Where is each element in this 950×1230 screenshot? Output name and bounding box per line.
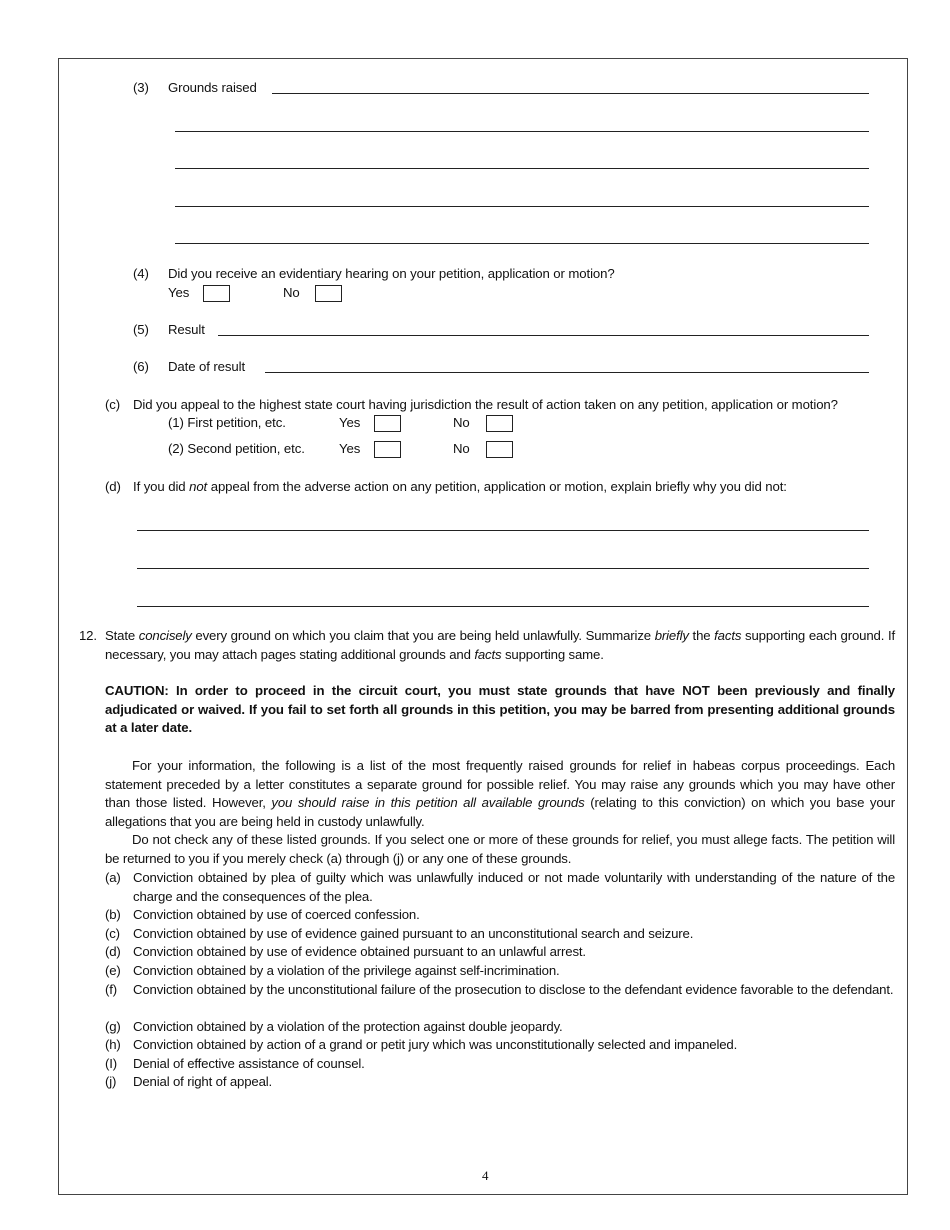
instruction-paragraph: Do not check any of these listed grounds. If you select one or more of these grounds for relief, you must allege facts. The petition will be returned to you if you merely check (a) through (j) or any one of these grounds.	[105, 832, 895, 866]
q3-answer-line-5[interactable]	[175, 243, 869, 244]
info-paragraph: For your information, the following is a list of the most frequently raised grounds for relief in habeas corpus proceedings. Each statement preceded by a letter constitutes a separate ground for possible relief. You may raise any grounds which you may have other than those listed. However, you should raise in this petition all available grounds (relating to this conviction) on which you base your allegations that you are being held in custody unlawfully.	[105, 758, 895, 829]
q3-label: Grounds raised	[168, 80, 257, 95]
ground-text: Denial of effective assistance of counsel.	[133, 1056, 365, 1071]
q4-number: (4)	[133, 266, 149, 281]
ground-text: Conviction obtained by plea of guilty which was unlawfully induced or not made voluntarily with understanding of the nature of the charge and the consequences of the plea.	[133, 870, 895, 904]
q3-answer-line-3[interactable]	[175, 168, 869, 169]
qc-second-no-checkbox[interactable]	[486, 441, 513, 458]
qd-answer-line-3[interactable]	[137, 606, 869, 607]
ground-text: Conviction obtained by a violation of the protection against double jeopardy.	[133, 1019, 563, 1034]
q3-answer-line-2[interactable]	[175, 131, 869, 132]
q6-label: Date of result	[168, 359, 246, 374]
q3-answer-line-1[interactable]	[272, 93, 869, 94]
q4-question: Did you receive an evidentiary hearing on your petition, application or motion?	[168, 266, 615, 281]
qc-first-no-checkbox[interactable]	[486, 415, 513, 432]
ground-text: Conviction obtained by action of a grand or petit jury which was unconstitutionally selected and impaneled.	[133, 1037, 738, 1052]
q5-label: Result	[168, 322, 205, 337]
q4-yes-label: Yes	[168, 285, 190, 300]
ground-text: Denial of right of appeal.	[133, 1074, 273, 1089]
qc-question: Did you appeal to the highest state court having jurisdiction the result of action taken on any petition, application or motion?	[133, 397, 838, 412]
qd-number: (d)	[105, 479, 121, 494]
qc-first-yes-label: Yes	[339, 415, 361, 430]
qc-second-petition-label: (2) Second petition, etc.	[168, 441, 305, 456]
q5-number: (5)	[133, 322, 149, 337]
qd-answer-line-1[interactable]	[137, 530, 869, 531]
qc-second-yes-checkbox[interactable]	[374, 441, 401, 458]
q6-answer-line[interactable]	[265, 372, 869, 373]
ground-letter: (j)	[105, 1074, 117, 1089]
ground-text: Conviction obtained by use of coerced confession.	[133, 907, 420, 922]
q12-number: 12.	[79, 628, 97, 643]
ground-text: Conviction obtained by use of evidence gained pursuant to an unconstitutional search and seizure.	[133, 926, 694, 941]
qc-first-yes-checkbox[interactable]	[374, 415, 401, 432]
qc-first-petition-label: (1) First petition, etc.	[168, 415, 286, 430]
ground-letter: (c)	[105, 926, 120, 941]
qc-first-no-label: No	[453, 415, 470, 430]
q5-answer-line[interactable]	[218, 335, 869, 336]
ground-letter: (g)	[105, 1019, 121, 1034]
ground-letter: (a)	[105, 870, 121, 885]
qd-answer-line-2[interactable]	[137, 568, 869, 569]
ground-letter: (d)	[105, 944, 121, 959]
q3-answer-line-4[interactable]	[175, 206, 869, 207]
qc-second-yes-label: Yes	[339, 441, 361, 456]
q4-yes-checkbox[interactable]	[203, 285, 230, 302]
ground-text: Conviction obtained by the unconstitutional failure of the prosecution to disclose to the defendant evidence favorable to the defendant.	[133, 982, 894, 997]
ground-letter: (b)	[105, 907, 121, 922]
qc-second-no-label: No	[453, 441, 470, 456]
ground-letter: (h)	[105, 1037, 121, 1052]
q12-instructions: State concisely every ground on which you claim that you are being held unlawfully. Summarize briefly the facts supporting each ground. If necessary, you may attach pages stating additional grounds and facts supporting same.	[105, 628, 895, 662]
ground-letter: (I)	[105, 1056, 117, 1071]
q3-number: (3)	[133, 80, 149, 95]
qd-question: If you did not appeal from the adverse action on any petition, application or motion, explain briefly why you did not:	[133, 479, 787, 494]
q6-number: (6)	[133, 359, 149, 374]
ground-text: Conviction obtained by use of evidence obtained pursuant to an unlawful arrest.	[133, 944, 586, 959]
ground-text: Conviction obtained by a violation of the privilege against self-incrimination.	[133, 963, 560, 978]
ground-letter: (e)	[105, 963, 121, 978]
caution-notice: CAUTION: In order to proceed in the circuit court, you must state grounds that have NOT been previously and finally adjudicated or waived. If you fail to set forth all grounds in this petition, you may be barred from presenting additional grounds at a later date.	[105, 683, 895, 735]
qc-number: (c)	[105, 397, 121, 412]
page-number: 4	[482, 1168, 489, 1183]
q4-no-checkbox[interactable]	[315, 285, 342, 302]
q4-no-label: No	[283, 285, 300, 300]
ground-letter: (f)	[105, 982, 117, 997]
